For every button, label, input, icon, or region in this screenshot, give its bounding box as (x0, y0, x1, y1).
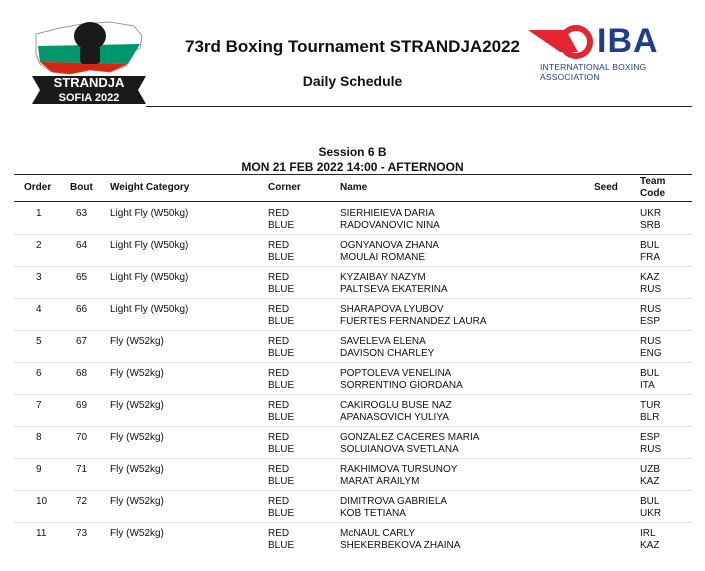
table-top-divider (14, 174, 692, 175)
red-name-cell: McNAUL CARLY (340, 528, 416, 539)
corner-blue-cell: BLUE (268, 444, 295, 455)
order-cell: 2 (36, 240, 42, 251)
weight-cell: Fly (W52kg) (110, 432, 164, 443)
red-name-cell: OGNYANOVA ZHANA (340, 240, 440, 251)
corner-blue-cell: BLUE (268, 412, 295, 423)
red-team-cell: ESP (640, 432, 661, 443)
red-name-cell: DIMITROVA GABRIELA (340, 496, 448, 507)
corner-blue-cell: BLUE (268, 348, 295, 359)
order-cell: 7 (36, 400, 42, 411)
corner-blue-cell: BLUE (268, 476, 295, 487)
corner-blue-cell: BLUE (268, 380, 295, 391)
blue-team-cell: KAZ (640, 540, 660, 551)
bout-cell: 73 (76, 528, 88, 539)
red-name-cell: GONZALEZ CACERES MARIA (340, 432, 480, 443)
corner-red-cell: RED (268, 432, 290, 443)
logo-sofia-text: SOFIA 2022 (58, 92, 120, 104)
blue-team-cell: UKR (640, 508, 662, 519)
blue-name-cell: MOULAI ROMANE (340, 252, 426, 263)
red-team-cell: TUR (640, 400, 661, 411)
col-order-header: Order (24, 182, 52, 193)
red-team-cell: KAZ (640, 272, 660, 283)
weight-cell: Fly (W52kg) (110, 336, 164, 347)
bout-cell: 68 (76, 368, 88, 379)
order-cell: 1 (36, 208, 42, 219)
row-separator (14, 394, 692, 395)
col-name-header: Name (340, 182, 368, 193)
blue-team-cell: ESP (640, 316, 661, 327)
corner-red-cell: RED (268, 240, 290, 251)
iba-logo-subtitle: INTERNATIONAL BOXING ASSOCIATION (540, 62, 647, 82)
corner-blue-cell: BLUE (268, 508, 295, 519)
blue-name-cell: PALTSEVA EKATERINA (340, 284, 448, 295)
corner-blue-cell: BLUE (268, 540, 295, 551)
bout-cell: 71 (76, 464, 88, 475)
red-team-cell: RUS (640, 336, 662, 347)
weight-cell: Fly (W52kg) (110, 528, 164, 539)
corner-red-cell: RED (268, 368, 290, 379)
corner-red-cell: RED (268, 464, 290, 475)
order-cell: 3 (36, 272, 42, 283)
red-team-cell: BUL (640, 240, 660, 251)
page-subtitle: Daily Schedule (302, 73, 403, 89)
weight-cell: Light Fly (W50kg) (110, 240, 189, 251)
blue-name-cell: APANASOVICH YULIYA (340, 412, 449, 423)
order-cell: 11 (36, 528, 47, 539)
bout-cell: 72 (76, 496, 88, 507)
logo-strandja-text: STRANDJA (53, 75, 125, 90)
iba-logo-text: IBA (597, 22, 659, 60)
order-cell: 8 (36, 432, 42, 443)
corner-red-cell: RED (268, 208, 290, 219)
col-corner-header: Corner (268, 182, 301, 193)
blue-team-cell: SRB (640, 220, 661, 231)
row-separator (14, 490, 692, 491)
red-name-cell: SAVELEVA ELENA (340, 336, 426, 347)
header-divider (146, 106, 692, 107)
weight-cell: Light Fly (W50kg) (110, 272, 189, 283)
bout-cell: 69 (76, 400, 88, 411)
corner-red-cell: RED (268, 400, 290, 411)
corner-red-cell: RED (268, 528, 290, 539)
corner-blue-cell: BLUE (268, 284, 295, 295)
red-team-cell: BUL (640, 368, 660, 379)
corner-blue-cell: BLUE (268, 252, 295, 263)
bout-cell: 63 (76, 208, 88, 219)
blue-name-cell: KOB TETIANA (340, 508, 406, 519)
corner-blue-cell: BLUE (268, 316, 295, 327)
blue-name-cell: SOLUIANOVA SVETLANA (340, 444, 459, 455)
corner-blue-cell: BLUE (268, 220, 295, 231)
weight-cell: Fly (W52kg) (110, 464, 164, 475)
row-separator (14, 458, 692, 459)
session-name: Session 6 B (318, 145, 387, 159)
weight-cell: Fly (W52kg) (110, 496, 164, 507)
bout-cell: 66 (76, 304, 88, 315)
blue-name-cell: SORRENTINO GIORDANA (340, 380, 463, 391)
bout-cell: 67 (76, 336, 88, 347)
blue-name-cell: RADOVANOVIC NINA (340, 220, 440, 231)
bout-cell: 65 (76, 272, 88, 283)
bout-cell: 70 (76, 432, 88, 443)
col-bout-header: Bout (70, 182, 93, 193)
col-team-header: Team (640, 176, 666, 187)
blue-name-cell: SHEKERBEKOVA ZHAINA (340, 540, 461, 551)
red-name-cell: KYZAIBAY NAZYM (340, 272, 426, 283)
red-team-cell: UZB (640, 464, 660, 475)
blue-team-cell: BLR (640, 412, 660, 423)
row-separator (14, 234, 692, 235)
weight-cell: Light Fly (W50kg) (110, 304, 189, 315)
blue-name-cell: FUERTES FERNANDEZ LAURA (340, 316, 487, 327)
blue-team-cell: ITA (640, 380, 655, 391)
row-separator (14, 426, 692, 427)
row-separator (14, 298, 692, 299)
blue-team-cell: RUS (640, 284, 662, 295)
red-name-cell: SIERHIEIEVA DARIA (340, 208, 435, 219)
order-cell: 9 (36, 464, 42, 475)
order-cell: 4 (36, 304, 42, 315)
col-seed-header: Seed (594, 182, 618, 193)
page-title: 73rd Boxing Tournament STRANDJA2022 (184, 37, 521, 56)
corner-red-cell: RED (268, 304, 290, 315)
red-team-cell: BUL (640, 496, 660, 507)
blue-name-cell: DAVISON CHARLEY (340, 348, 435, 359)
red-name-cell: SHARAPOVA LYUBOV (340, 304, 444, 315)
order-cell: 10 (36, 496, 48, 507)
blue-team-cell: ENG (640, 348, 662, 359)
row-separator (14, 266, 692, 267)
red-name-cell: CAKIROGLU BUSE NAZ (340, 400, 452, 411)
red-team-cell: IRL (640, 528, 656, 539)
order-cell: 5 (36, 336, 42, 347)
red-team-cell: RUS (640, 304, 662, 315)
blue-team-cell: RUS (640, 444, 662, 455)
blue-name-cell: MARAT ARAILYM (340, 476, 420, 487)
red-team-cell: UKR (640, 208, 662, 219)
bout-cell: 64 (76, 240, 88, 251)
blue-team-cell: FRA (640, 252, 660, 263)
corner-red-cell: RED (268, 496, 290, 507)
blue-team-cell: KAZ (640, 476, 660, 487)
session-date: MON 21 FEB 2022 14:00 - AFTERNOON (241, 160, 464, 174)
corner-red-cell: RED (268, 272, 290, 283)
row-separator (14, 362, 692, 363)
corner-red-cell: RED (268, 336, 290, 347)
strandja-logo (30, 14, 148, 110)
weight-cell: Fly (W52kg) (110, 400, 164, 411)
row-separator (14, 522, 692, 523)
order-cell: 6 (36, 368, 42, 379)
red-name-cell: POPTOLEVA VENELINA (340, 368, 452, 379)
table-header-divider (14, 201, 692, 202)
col-code-header: Code (640, 188, 665, 199)
red-name-cell: RAKHIMOVA TURSUNOY (340, 464, 458, 475)
col-weight-header: Weight Category (110, 182, 190, 193)
weight-cell: Fly (W52kg) (110, 368, 164, 379)
row-separator (14, 330, 692, 331)
weight-cell: Light Fly (W50kg) (110, 208, 189, 219)
